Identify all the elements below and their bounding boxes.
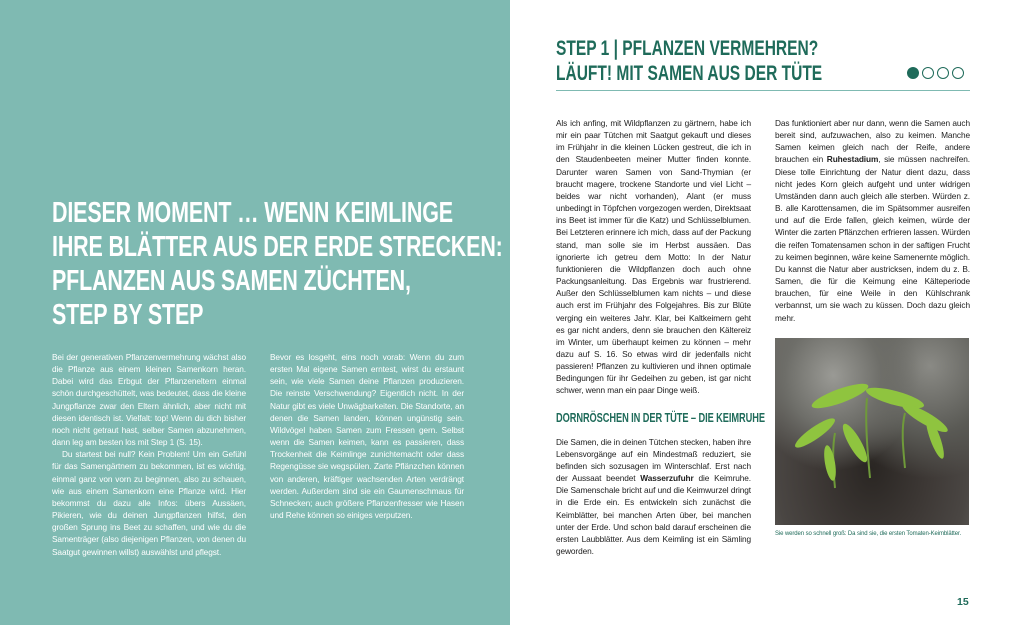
section-subheading: DORNRÖSCHEN IN DER TÜTE – DIE KEIMRUHE xyxy=(556,410,765,425)
step-dot xyxy=(922,67,934,79)
step-dot-active xyxy=(907,67,919,79)
title-divider xyxy=(556,90,970,91)
intro-column-2 xyxy=(270,351,464,521)
title-line: STEP 1 | PFLANZEN VERMEHREN? xyxy=(556,37,819,60)
step-progress-dots xyxy=(907,67,964,79)
photo-caption: Sie werden so schnell groß: Da sind sie, die ersten Tomaten-Keimblätter. xyxy=(775,530,962,537)
paragraph: Bevor es losgeht, eins noch vorab: Wenn du zum ersten Mal eigene Samen erntest, wirst du erstaunt sein, wie viele Samen deine Pflanzen produzieren. Die reinste Verschwendung? Eigentlich nicht. In der Natur gibt es viele Unwägbarkeiten. Die Standorte, an denen die Samen landen, können ungünstig sein. Wildvögel haben Samen zum Fressen gern. Selbst wenn die Samen keimen, kann es passieren, dass Trockenheit die Keimlinge zunichtemacht oder dass Regengüsse sie wegspülen. Zarte Pflänzchen können von anderen, kräftiger wachsenden Arten verdrängt werden. Außerdem sind sie ein Gaumenschmaus für Schnecken; auch größere Pflanzenfresser wie Hasen und Rehe können so einiges verputzen. xyxy=(270,352,464,521)
heading-line: PFLANZEN AUS SAMEN ZÜCHTEN, xyxy=(52,265,411,297)
page-number: 15 xyxy=(957,596,969,608)
heading-line: IHRE BLÄTTER AUS DER ERDE STRECKEN: xyxy=(52,231,503,263)
body-column-1 xyxy=(556,117,765,557)
intro-column-1 xyxy=(52,351,246,558)
step-dot xyxy=(937,67,949,79)
bold-term: Wasserzufuhr xyxy=(640,473,694,484)
paragraph: Bei der generativen Pflanzenvermehrung wächst also die Pflanze aus einem kleinen Samenkorn heran. Dabei wird das Erbgut der Pflanzeneltern einmal schön durchgeschüttelt, was bedeutet, dass die kleine Jungpflanze zwar den Eltern ähnlich, aber nicht mit diesen identisch ist. Vielfalt: top! Wenn du dich bisher noch nicht getraut hast, selber Samen abzunehmen, dann leg am besten los mit Step 1 (S. 15). xyxy=(52,352,246,448)
keimruhe-text xyxy=(556,436,751,558)
chapter-heading xyxy=(52,196,503,332)
seedling-photo xyxy=(775,338,969,525)
body-column-2 xyxy=(775,117,970,538)
paragraph: Du startest bei null? Kein Problem! Um ein Gefühl für das Samengärtnern zu bekommen, ist es wichtig, einmal ganz von vorn zu beginnen, also zu schauen, wie aus einem Samenkorn eine Pflanze wird. Hier bekommst du dazu alle Infos: übers Aussäen, Pikieren, wie du deinen Jungpflanzen hilfst, den großen Sprung ins Beet zu schaffen, und wie du die Samenträger (also diejenigen Pflanzen, von denen du Saatgut gewinnen willst) auswählst und pflegst. xyxy=(52,449,246,557)
paragraph: Als ich anfing, mit Wildpflanzen zu gärtnern, habe ich mir ein paar Tütchen mit Saatgut gekauft und dieses im Frühjahr in die kleinen Lücken gestreut, die ich in den Staudenbeeten meiner Mutter finden konnte. Darunter waren Samen von Sand-Thymian (er braucht magere, trockene Standorte und viel Licht – beides war nicht vorhanden), Alant (er muss unbedingt in Töpfchen vorgezogen werden, Direktsaat ins Beet ist immer für die Katz) und Schlüsselblumen. Bei Letzteren erinnere ich mich, dass auf der Packung stand, man solle sie im Herbst aussäen. Das ignorierte ich getreu dem Motto: In der Natur funktionieren die Wildpflanzen doch auch ohne Packungsanleitung. Das Ergebnis war frustrierend. Außer den Schlüsselblumen kam nichts – und diese auch erst im Frühjahr des Folgejahres. Bis zur Blüte verging ein weiteres Jahr. Klar, bei Kaltkeimern geht es gar nicht anders, denn sie brauchen den Kältereiz im Winter, um überhaupt keimen zu können – mehr dazu auf S. 16. So etwas wird dir jedenfalls nicht passieren! Pflanzen zu kultivieren und ihnen optimale Bedingungen für ihr Gedeihen zu geben, ist gar nicht schwer, wenn man ein paar Dinge weiß. xyxy=(556,118,751,396)
heading-line: STEP BY STEP xyxy=(52,299,204,331)
tomato-seedlings-illustration xyxy=(775,338,969,525)
page-title xyxy=(556,36,822,86)
text: Das funktioniert aber nur dann, wenn die Samen auch bereit sind, aufzuwachen, also zu keimen. Manche Samen keimen gleich nach der Reife, andere brauchen ein xyxy=(775,118,970,165)
title-line: LÄUFT! MIT SAMEN AUS DER TÜTE xyxy=(556,62,823,85)
heading-line: DIESER MOMENT … WENN KEIMLINGE xyxy=(52,197,453,229)
text: die Keimruhe. Die Samenschale bricht auf und die Keimwurzel dringt in die Erde ein. Es entwickeln sich zunächst die Keimblätter, bei manchen Arten über, bei manchen unter der Erde. Und schon bald darauf erscheinen die ersten Laubblätter. Aus dem Keimling ist ein Sämling geworden. xyxy=(556,473,751,556)
bold-term: Ruhestadium xyxy=(826,154,879,165)
text: , sie müssen nachreifen. Diese tolle Einrichtung der Natur dient dazu, dass nicht jedes Korn gleich aufgeht und unter widrigen Umständen dann auch gleich alle sterben. Würden z. B. alle Karottensamen, die im Spätsommer ausreifen und auf die Erde fallen, gleich keimen, würde der Winter die zarten Pflänzchen erfrieren lassen. Würden die reifen Tomatensamen schon in der saftigen Frucht zu keimen beginnen, wäre keine Samenernte möglich. Du kannst die Natur aber austricksen, indem du z. B. Samen, die für die Keimung eine Kälteperiode brauchen, für eine Weile in den Kühlschrank verbannst, um sie wach zu küssen. Doch dazu gleich mehr. xyxy=(775,154,970,323)
text: Die Samen, die in deinen Tütchen stecken, haben ihre Lebensvorgänge auf ein Mindestmaß reduziert, sie befinden sich sozusagen im Winterschlaf. Erst nach der Aussaat beendet xyxy=(556,436,751,484)
paragraph xyxy=(775,117,970,324)
step-dot xyxy=(952,67,964,79)
